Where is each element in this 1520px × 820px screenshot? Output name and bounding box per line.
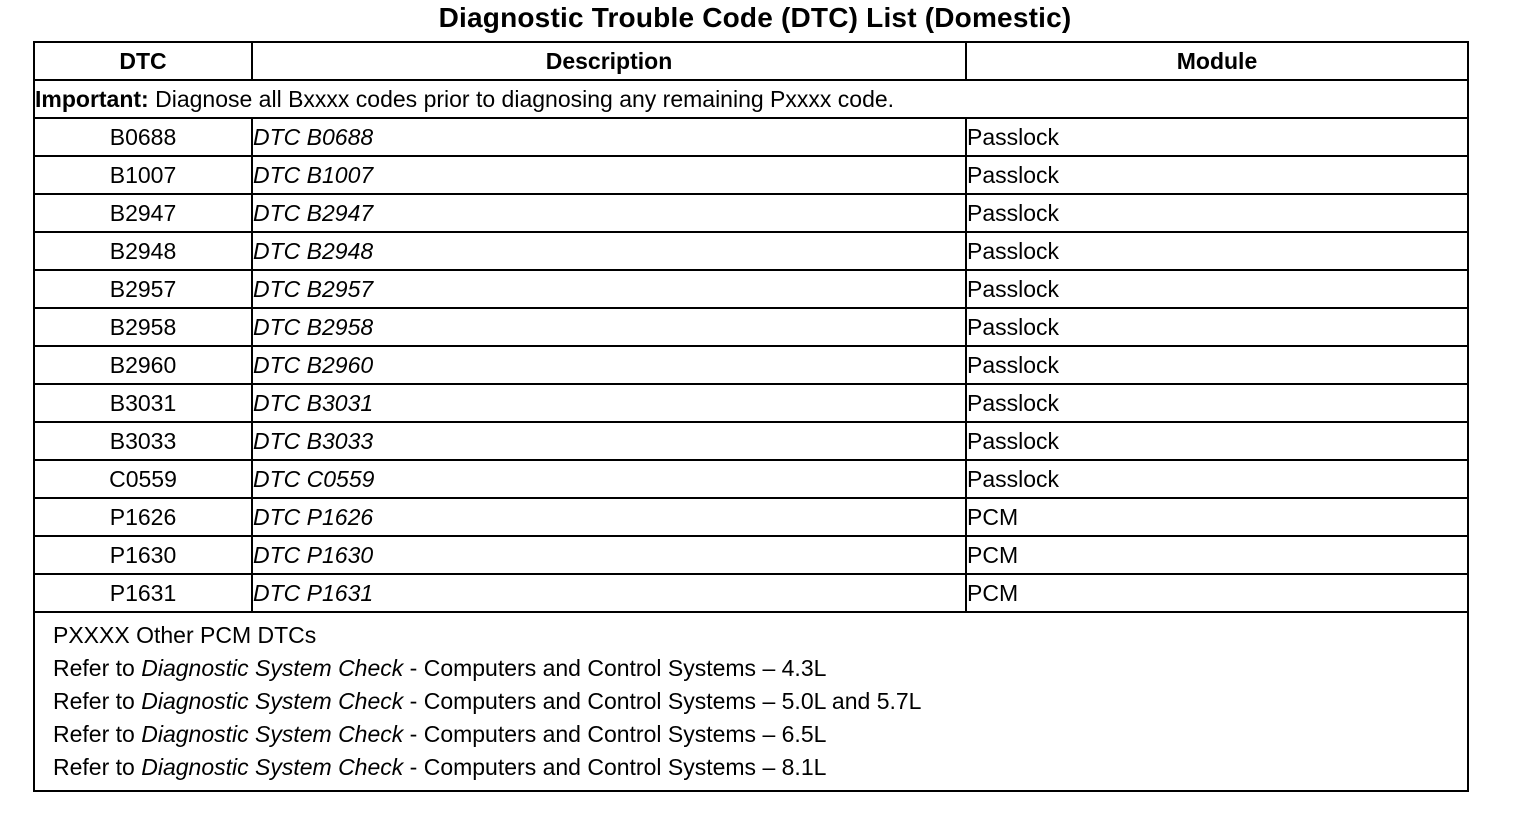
footer-row [34,612,1468,791]
reference-prefix: Refer to [53,688,142,714]
reference-section: - Computers and Control Systems [403,721,757,747]
dtc-description-cell: DTC B1007 [252,156,966,194]
reference-line [53,685,1467,718]
diagnostic-system-check-link: Diagnostic System Check [141,655,404,681]
table-row [34,384,1468,422]
dtc-description-cell: DTC B2958 [252,308,966,346]
reference-engine: – 8.1L [756,754,827,780]
dtc-code-cell: B2958 [34,308,252,346]
reference-line [53,652,1467,685]
reference-prefix: Refer to [53,655,142,681]
reference-engine: – 4.3L [756,655,827,681]
dtc-code-cell: P1631 [34,574,252,612]
table-row [34,156,1468,194]
dtc-code-cell: B2960 [34,346,252,384]
dtc-module-cell: Passlock [966,194,1468,232]
diagnostic-system-check-link: Diagnostic System Check [141,754,404,780]
dtc-module-cell: Passlock [966,118,1468,156]
dtc-description-cell: DTC B2957 [252,270,966,308]
dtc-description-cell: DTC P1626 [252,498,966,536]
important-note-row [34,80,1468,118]
table-row [34,498,1468,536]
footer-references [53,652,1467,784]
important-note-label: Important: [35,85,149,112]
reference-section: - Computers and Control Systems [403,754,757,780]
column-header-dtc: DTC [34,42,252,80]
column-header-description: Description [252,42,966,80]
dtc-description-cell: DTC B2960 [252,346,966,384]
dtc-code-cell: B0688 [34,118,252,156]
dtc-description-cell: DTC P1631 [252,574,966,612]
reference-prefix: Refer to [53,721,142,747]
dtc-module-cell: Passlock [966,460,1468,498]
dtc-module-cell: Passlock [966,156,1468,194]
dtc-description-cell: DTC B0688 [252,118,966,156]
table-row [34,270,1468,308]
table-row [34,232,1468,270]
reference-prefix: Refer to [53,754,142,780]
dtc-table [33,41,1469,792]
reference-section: - Computers and Control Systems [403,688,757,714]
dtc-module-cell: Passlock [966,422,1468,460]
table-row [34,574,1468,612]
table-row [34,536,1468,574]
table-header-row [34,42,1468,80]
table-row [34,460,1468,498]
dtc-description-cell: DTC B3033 [252,422,966,460]
dtc-description-cell: DTC B2948 [252,232,966,270]
dtc-code-cell: P1630 [34,536,252,574]
reference-section: - Computers and Control Systems [403,655,757,681]
dtc-module-cell: Passlock [966,308,1468,346]
reference-line [53,751,1467,784]
dtc-module-cell: Passlock [966,232,1468,270]
table-row [34,118,1468,156]
dtc-description-cell: DTC P1630 [252,536,966,574]
dtc-module-cell: Passlock [966,384,1468,422]
table-row [34,346,1468,384]
dtc-description-cell: DTC B3031 [252,384,966,422]
important-note-text: Diagnose all Bxxxx codes prior to diagnosing any remaining Pxxxx code. [148,85,895,112]
dtc-code-cell: B2947 [34,194,252,232]
table-row [34,308,1468,346]
dtc-module-cell: PCM [966,536,1468,574]
dtc-code-cell: B3031 [34,384,252,422]
diagnostic-system-check-link: Diagnostic System Check [141,721,404,747]
dtc-module-cell: PCM [966,498,1468,536]
diagnostic-system-check-link: Diagnostic System Check [141,688,404,714]
dtc-code-cell: B2948 [34,232,252,270]
page-title: Diagnostic Trouble Code (DTC) List (Domestic) [438,2,1072,33]
dtc-code-cell: B2957 [34,270,252,308]
dtc-code-cell: P1626 [34,498,252,536]
dtc-module-cell: PCM [966,574,1468,612]
column-header-module: Module [966,42,1468,80]
footer-cell [34,612,1468,791]
table-row [34,422,1468,460]
dtc-code-cell: B3033 [34,422,252,460]
dtc-code-cell: B1007 [34,156,252,194]
table-row [34,194,1468,232]
footer-heading: PXXXX Other PCM DTCs [53,622,317,648]
dtc-description-cell: DTC C0559 [252,460,966,498]
dtc-code-cell: C0559 [34,460,252,498]
reference-engine: – 6.5L [756,721,827,747]
dtc-module-cell: Passlock [966,346,1468,384]
dtc-description-cell: DTC B2947 [252,194,966,232]
dtc-module-cell: Passlock [966,270,1468,308]
reference-line [53,718,1467,751]
reference-engine: – 5.0L and 5.7L [756,688,922,714]
important-note [34,80,1468,118]
